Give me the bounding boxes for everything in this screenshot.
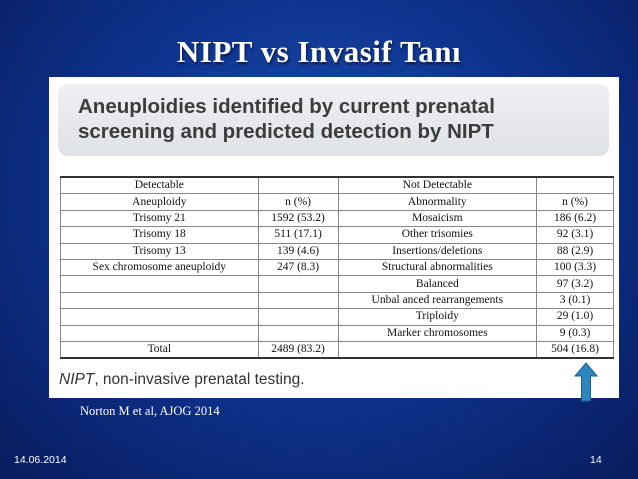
- table-cell: 247 (8.3): [258, 259, 338, 275]
- table-subheader-row: [61, 194, 614, 210]
- table-cell: [61, 309, 259, 325]
- slide-title: NIPT vs Invasif Tanı: [176, 34, 462, 69]
- figure-banner: [58, 84, 609, 156]
- table-row: [61, 309, 614, 325]
- slide-number: 14: [590, 454, 602, 466]
- table-cell: [258, 177, 338, 194]
- table-cell: 504 (16.8): [537, 341, 614, 358]
- table-cell: 2489 (83.2): [258, 341, 338, 358]
- table-cell: [258, 325, 338, 341]
- table-cell: 1592 (53.2): [258, 210, 338, 226]
- table-row: [61, 243, 614, 259]
- table-row: [61, 292, 614, 308]
- table-cell: 88 (2.9): [537, 243, 614, 259]
- table-cell: 511 (17.1): [258, 227, 338, 243]
- table-cell: Mosaicism: [338, 210, 537, 226]
- table-total-row: [61, 341, 614, 358]
- table-cell: [258, 292, 338, 308]
- table-row: [61, 325, 614, 341]
- table-cell: 97 (3.2): [537, 276, 614, 292]
- table-cell: [537, 177, 614, 194]
- table-cell: [338, 341, 537, 358]
- figure-heading-line-1: Aneuploidies identified by current prenatal: [78, 95, 495, 118]
- table-cell: Insertions/deletions: [338, 243, 537, 259]
- table-cell: 3 (0.1): [537, 292, 614, 308]
- table-cell: [61, 325, 259, 341]
- table-row: [61, 276, 614, 292]
- table-cell: [61, 292, 259, 308]
- table-figure: [49, 77, 619, 398]
- table-cell: 100 (3.3): [537, 259, 614, 275]
- table-cell: Triploidy: [338, 309, 537, 325]
- table-cell: n (%): [258, 194, 338, 210]
- up-arrow-icon: [574, 362, 598, 402]
- table-cell: Trisomy 13: [61, 243, 259, 259]
- table-cell: 186 (6.2): [537, 210, 614, 226]
- aneuploidy-table: [60, 176, 614, 359]
- footnote-abbreviation: NIPT: [59, 371, 95, 388]
- table-row: [61, 259, 614, 275]
- table-cell: Trisomy 18: [61, 227, 259, 243]
- table-cell: Unbal anced rearrangements: [338, 292, 537, 308]
- table-cell: [258, 276, 338, 292]
- table-footnote: [59, 371, 305, 389]
- table-cell: Total: [61, 341, 259, 358]
- table-cell: [61, 276, 259, 292]
- table-cell: Balanced: [338, 276, 537, 292]
- table-cell: Sex chromosome aneuploidy: [61, 259, 259, 275]
- table-cell: Not Detectable: [338, 177, 537, 194]
- table-row: [61, 227, 614, 243]
- table-cell: n (%): [537, 194, 614, 210]
- table-cell: 9 (0.3): [537, 325, 614, 341]
- table-cell: 139 (4.6): [258, 243, 338, 259]
- table-header-row: [61, 177, 614, 194]
- table-cell: Abnormality: [338, 194, 537, 210]
- table-cell: [258, 309, 338, 325]
- table-cell: Trisomy 21: [61, 210, 259, 226]
- table-cell: Marker chromosomes: [338, 325, 537, 341]
- table-cell: Detectable: [61, 177, 259, 194]
- table-cell: 29 (1.0): [537, 309, 614, 325]
- table-row: [61, 210, 614, 226]
- footnote-text: , non-invasive prenatal testing.: [94, 371, 305, 388]
- figure-heading: [78, 94, 608, 144]
- figure-heading-line-2: screening and predicted detection by NIPT: [78, 120, 494, 143]
- slide-date: 14.06.2014: [14, 454, 67, 466]
- table-cell: Other trisomies: [338, 227, 537, 243]
- table-cell: 92 (3.1): [537, 227, 614, 243]
- citation: Norton M et al, AJOG 2014: [80, 404, 220, 418]
- table-cell: Structural abnormalities: [338, 259, 537, 275]
- table-cell: Aneuploidy: [61, 194, 259, 210]
